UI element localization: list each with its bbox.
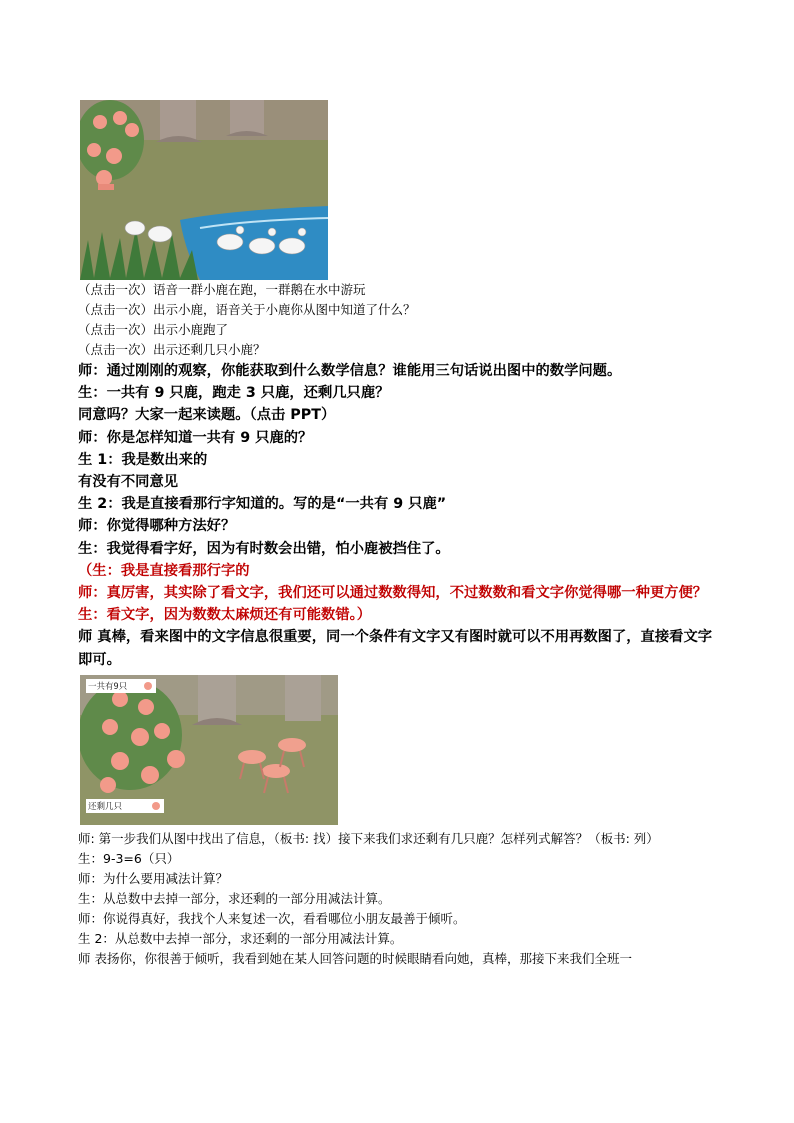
text-line: 师：你是怎样知道一共有 9 只鹿的？ — [78, 429, 313, 446]
red-text-line: 生：看文字，因为数数太麻烦还有可能数错。） — [78, 607, 372, 624]
text-line: 生：从总数中去掉一部分，求还剩的一部分用减法计算。 — [78, 890, 391, 906]
text-line: 有没有不同意见 — [78, 474, 179, 491]
text-line: 师 表扬你，你很善于倾听，我看到她在某人回答问题的时候眼睛看向她，真棒，那接下来我们全班一 — [78, 950, 632, 966]
red-text-line: （生：我是直接看那行字的 — [78, 562, 250, 579]
text-line: （点击一次）出示还剩几只小鹿？ — [78, 342, 266, 357]
summary-line: 师 真棒，看来图中的文字信息很重要，同一个条件有文字又有图时就可以不用再数图了，直接看文字即可。 — [78, 629, 713, 668]
lines-b — [78, 360, 718, 560]
text-line: 师：为什么要用减法计算？ — [78, 870, 229, 886]
text-line: 生：一共有 9 只鹿，跑走 3 只鹿，还剩几只鹿？ — [78, 385, 390, 402]
text-line: 师: 第一步我们从图中找出了信息，（板书: 找）接下来我们求还剩有几只鹿？怎样列式解答？（板书: 列） — [78, 830, 659, 846]
lines-c — [78, 829, 718, 969]
text-line: 生 1：我是数出来的 — [78, 451, 208, 468]
text-line: 同意吗？大家一起来读题。（点击 PPT） — [78, 407, 336, 424]
deer-geese-illustration — [80, 100, 328, 280]
deer-count-illustration — [80, 675, 338, 825]
document-page — [78, 100, 718, 969]
text-line: 生：9-3=6（只） — [78, 850, 180, 866]
lines-a — [78, 280, 718, 360]
picture-remaining-label: 还剩几只 — [88, 801, 123, 812]
red-text-line: 师：真厉害，其实除了看文字，我们还可以通过数数得知，不过数数和看文字你觉得哪一种更方便？ — [78, 585, 708, 602]
text-line: 师：通过刚刚的观察，你能获取到什么数学信息？谁能用三句话说出图中的数学问题。 — [78, 363, 622, 379]
text-line: （点击一次）出示小鹿跑了 — [78, 322, 229, 337]
text-line: 师：你觉得哪种方法好？ — [78, 518, 236, 535]
text-line: 生 2：我是直接看那行字知道的。写的是“一共有 9 只鹿” — [78, 496, 447, 513]
text-line: 生 2：从总数中去掉一部分，求还剩的一部分用减法计算。 — [78, 930, 403, 946]
text-line: （点击一次）语音一群小鹿在跑，一群鹅在水中游玩 — [78, 282, 366, 297]
text-line: （点击一次）出示小鹿，语音关于小鹿你从图中知道了什么？ — [78, 302, 416, 317]
lines-red — [78, 560, 718, 627]
text-line: 生：我觉得看字好，因为有时数会出错，怕小鹿被挡住了。 — [78, 540, 450, 557]
picture-total-label: 一共有9只 — [88, 681, 128, 692]
deer-geese-picture — [80, 100, 328, 280]
text-line: 师：你说得真好，我找个人来复述一次，看看哪位小朋友最善于倾听。 — [78, 910, 466, 926]
